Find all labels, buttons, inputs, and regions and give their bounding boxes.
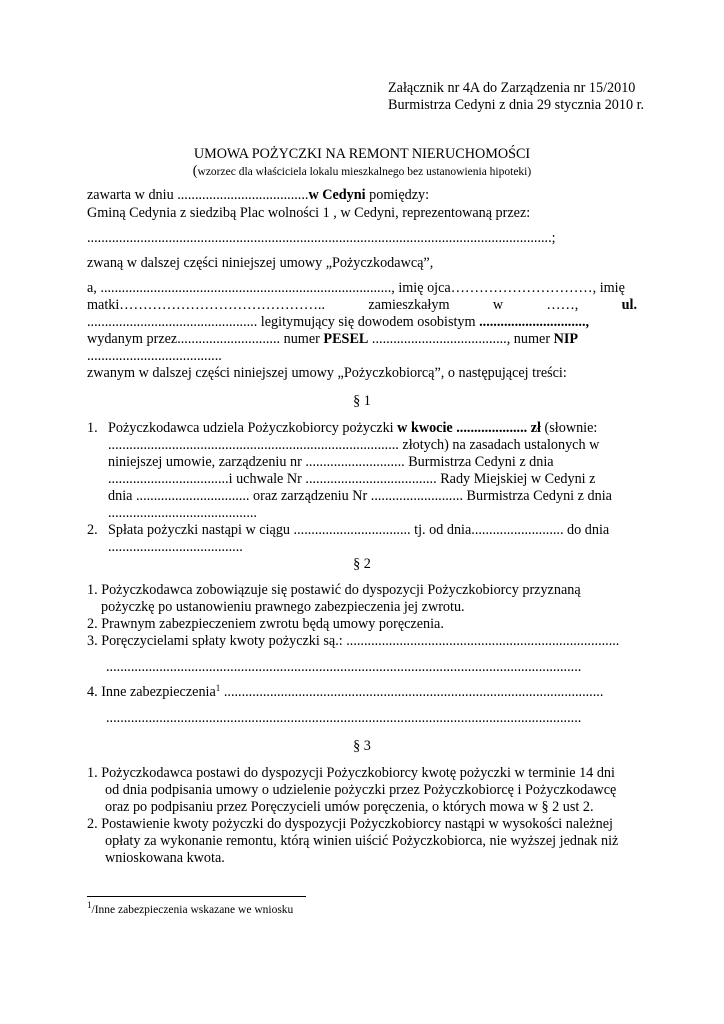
- s1-item-1-number: 1.: [87, 420, 98, 436]
- annex-line-1: Załącznik nr 4A do Zarządzenia nr 15/2010: [388, 80, 636, 96]
- document-subtitle: (wzorzec dla właściciela lokalu mieszkalnego bez ustanowienia hipoteki): [192, 163, 532, 179]
- s2-item-1-line-1: 1. Pożyczkodawca zobowiązuje się postawić do dyspozycji Pożyczkobiorcy przyznaną: [87, 582, 581, 598]
- representative-dots: ...................................................................................................................................;: [87, 230, 556, 246]
- s3-item-1-line-1: 1. Pożyczkodawca postawi do dyspozycji Pożyczkobiorcy kwotę pożyczki w terminie 14 dni: [87, 765, 615, 781]
- s1-item-1-line-2: .................................................................................. złotych) na zasadach ustalonych w: [108, 437, 600, 453]
- borrower-line-2: matki…………………………………….. zamieszkałym w ……, ul.: [87, 297, 637, 313]
- intro-line-1: zawarta w dniu .....................................w Cedyni pomiędzy:: [87, 187, 430, 203]
- footnote: $^1$/Inne zabezpieczenia wskazane we wniosku: [87, 900, 294, 916]
- footnote-separator: [87, 896, 306, 897]
- borrower-line-1: a, .................................................................................., imię ojca…………………………, imię: [87, 280, 625, 296]
- s2-item-2: 2. Prawnym zabezpieczeniem zwrotu będą umowy poręczenia.: [87, 616, 444, 632]
- lender-definition: zwaną w dalszej części niniejszej umowy „Pożyczkodawcą”,: [87, 255, 434, 271]
- s3-item-1-line-3: oraz po podpisaniu przez Poręczycieli umów poręczenia, o których mowa w § 2 ust 2.: [105, 799, 594, 815]
- borrower-line-5: ......................................: [87, 348, 222, 364]
- s2-item-3: 3. Poręczycielami spłaty kwoty pożyczki są.: .............................................................................: [87, 633, 620, 649]
- s2-item-1-line-2: pożyczkę po ustanowieniu prawnego zabezpieczenia jej zwrotu.: [101, 599, 465, 615]
- s1-item-1-line-4: ..................................i uchwale Nr ..................................... Rady Miejskiej w Cedyni z: [108, 471, 596, 487]
- borrower-definition: zwanym w dalszej części niniejszej umowy „Pożyczkobiorcą”, o następującej treści:: [87, 365, 567, 381]
- s1-item-2-line-1: Spłata pożyczki nastąpi w ciągu ................................. tj. od dnia.......................... do dnia: [108, 522, 610, 538]
- s1-item-1-line-3: niniejszej umowie, zarządzeniu nr ............................ Burmistrza Cedyni z dnia: [108, 454, 554, 470]
- section-2-heading: § 2: [353, 556, 371, 572]
- s3-item-1-line-2: od dnia podpisania umowy o udzielenie pożyczki przez Pożyczkobiorcę i Pożyczkodawcę: [105, 782, 617, 798]
- footnote-ref: 1: [215, 683, 221, 693]
- s2-item-4-dots: ......................................................................................................................................: [106, 710, 582, 726]
- s3-item-2-line-1: 2. Postawienie kwoty pożyczki do dyspozycji Pożyczkobiorcy nastąpi w wysokości należnej: [87, 816, 613, 832]
- borrower-line-3: ................................................ legitymujący się dowodem osobistym ..............................,: [87, 314, 590, 330]
- s3-item-2-line-2: opłaty za wykonanie remontu, którą winien uiścić Pożyczkobiorca, nie wyższej jednak niż: [105, 833, 619, 849]
- s2-item-4: 4. Inne zabezpieczenia$^1$ ...........................................................................................................: [87, 683, 604, 700]
- s1-item-1-line-1: Pożyczkodawca udziela Pożyczkobiorcy pożyczki w kwocie .................... zł (słownie:: [108, 420, 598, 436]
- section-3-heading: § 3: [353, 738, 371, 754]
- s1-item-2-number: 2.: [87, 522, 98, 538]
- borrower-line-4: wydanym przez............................. numer PESEL ......................................, numer NIP: [87, 331, 579, 347]
- s1-item-2-line-2: ......................................: [108, 539, 243, 555]
- intro-line-2: Gminą Cedynia z siedzibą Plac wolności 1 , w Cedyni, reprezentowaną przez:: [87, 205, 531, 221]
- section-1-heading: § 1: [353, 393, 371, 409]
- s2-item-3-dots: ......................................................................................................................................: [106, 659, 582, 675]
- s1-item-1-line-5: dnia ................................ oraz zarządzeniu Nr .......................... Burmistrza Cedyni z dnia: [108, 488, 612, 504]
- s3-item-2-line-3: wnioskowana kwota.: [105, 850, 225, 866]
- s1-item-1-line-6: ..........................................: [108, 505, 257, 521]
- annex-line-2: Burmistrza Cedyni z dnia 29 stycznia 2010 r.: [388, 97, 645, 113]
- document-title: UMOWA POŻYCZKI NA REMONT NIERUCHOMOŚCI: [193, 146, 531, 162]
